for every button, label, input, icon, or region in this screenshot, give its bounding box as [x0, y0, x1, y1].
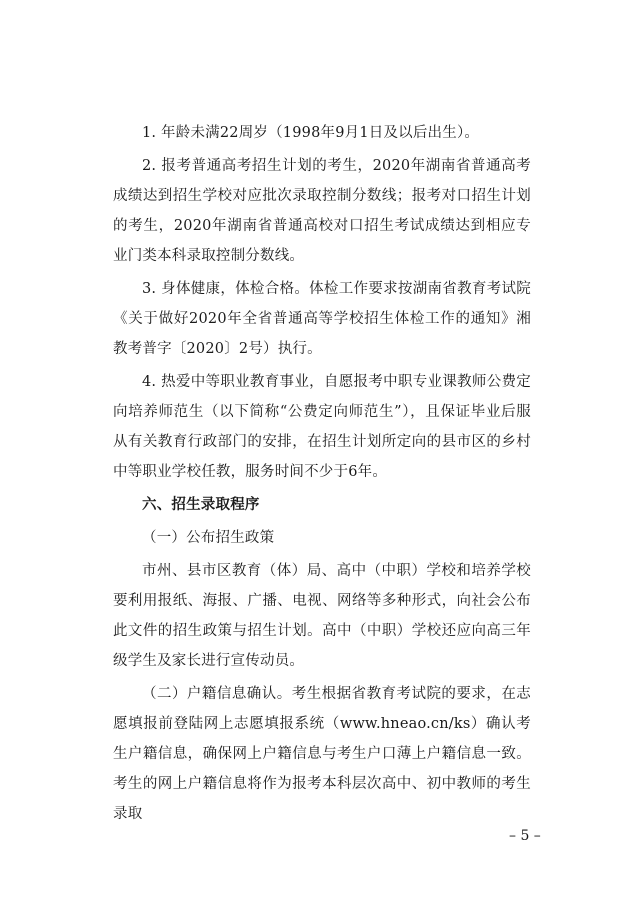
page-number: – 5 –: [509, 828, 541, 844]
requirement-item-age: 1. 年龄未满22周岁（1998年9月1日及以后出生）。: [142, 125, 480, 141]
section-heading-admission-procedure: 六、招生录取程序: [142, 497, 260, 513]
requirement-item-health: 3. 身体健康，体检合格。体检工作要求按湖南省教育考试院《关于做好2020年全省普通高等学校招生体检工作的通知》湘教考普字〔2020〕2号）执行。: [113, 281, 531, 357]
requirement-item-service: 4. 热爱中等职业教育事业，自愿报考中职专业课教师公费定向培养师范生（以下简称“公费定向师范生”），且保证毕业后服从有关教育行政部门的安排，在招生计划所定向的县市区的乡村中等职业学校任教，服务时间不少于6年。: [113, 374, 531, 480]
body-paragraph-publicity: 市州、县市区教育（体）局、高中（中职）学校和培养学校要利用报纸、海报、广播、电视、网络等多种形式，向社会公布此文件的招生政策与招生计划。高中（中职）学校还应向高三年级学生及家长进行宣传动员。: [113, 563, 531, 669]
subsection-heading-publish-policy: （一）公布招生政策: [142, 530, 275, 546]
body-paragraph-household-registration: （二）户籍信息确认。考生根据省教育考试院的要求，在志愿填报前登陆网上志愿填报系统（www.hneao.cn/ks）确认考生户籍信息，确保网上户籍信息与考生户口薄上户籍信息一致。考生的网上户籍信息将作为报考本科层次高中、初中教师的考生录取: [113, 686, 531, 822]
requirement-item-score: 2. 报考普通高考招生计划的考生，2020年湖南省普通高考成绩达到招生学校对应批次录取控制分数线；报考对口招生计划的考生，2020年湖南省普通高校对口招生考试成绩达到相应专业门类本科录取控制分数线。: [113, 158, 531, 264]
document-body: [113, 118, 531, 832]
